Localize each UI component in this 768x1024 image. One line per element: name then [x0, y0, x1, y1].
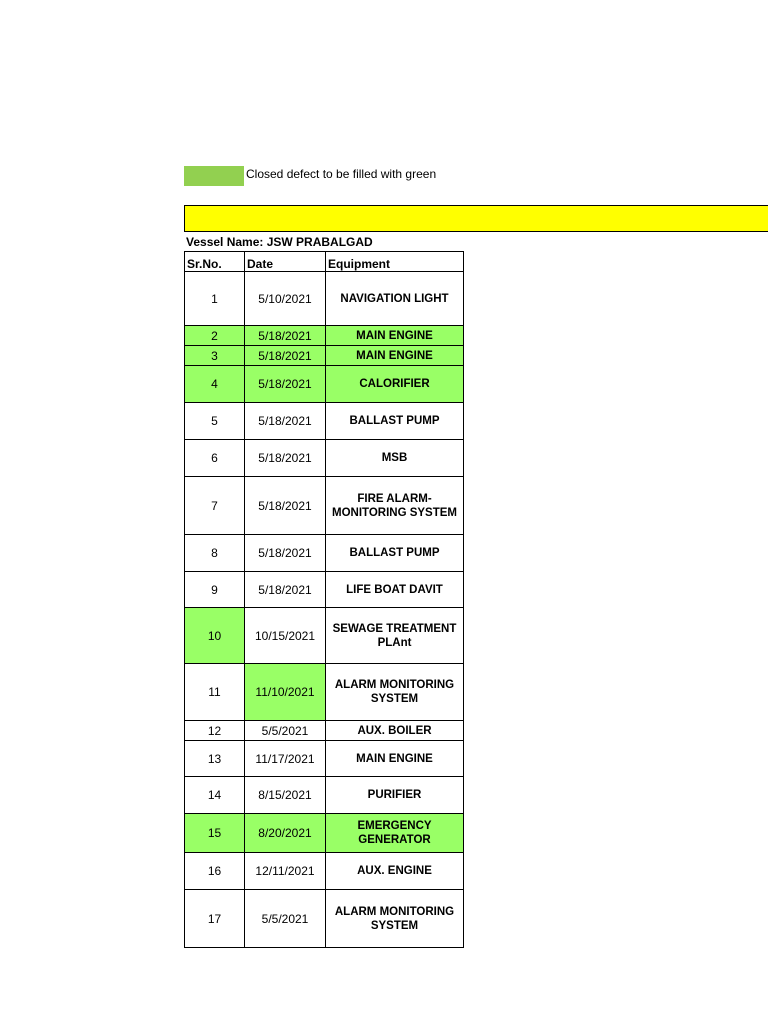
- cell-srno: 7: [185, 477, 245, 535]
- equipment-line: FIRE ALARM-: [357, 492, 432, 505]
- equipment-line: ALARM MONITORING: [334, 679, 455, 691]
- cell-date: 5/10/2021: [245, 272, 326, 326]
- cell-date: 5/5/2021: [245, 890, 326, 948]
- cell-date: 5/18/2021: [245, 346, 326, 366]
- cell-equipment: AUX. ENGINE: [326, 853, 464, 890]
- legend-text: Closed defect to be filled with green: [246, 167, 437, 181]
- yellow-band-border: [184, 205, 185, 232]
- cell-srno: 10: [185, 608, 245, 664]
- cell-date: 5/18/2021: [245, 572, 326, 608]
- table-row: [185, 741, 464, 777]
- equipment-line: SYSTEM: [370, 693, 419, 705]
- cell-date: 11/17/2021: [245, 741, 326, 777]
- table-row: [185, 477, 464, 535]
- cell-srno: 4: [185, 366, 245, 403]
- cell-srno: 13: [185, 741, 245, 777]
- vessel-name: Vessel Name: JSW PRABALGAD: [186, 235, 373, 249]
- cell-equipment: LIFE BOAT DAVIT: [326, 572, 464, 608]
- cell-equipment: [326, 814, 464, 853]
- column-header-date: Date: [245, 252, 326, 272]
- cell-equipment: MAIN ENGINE: [326, 346, 464, 366]
- cell-equipment: [326, 608, 464, 664]
- table-row: [185, 890, 464, 948]
- cell-equipment: [326, 664, 464, 721]
- table-row: [185, 535, 464, 572]
- equipment-line: EMERGENCY: [357, 820, 432, 832]
- table-row: [185, 777, 464, 814]
- cell-date: 5/18/2021: [245, 440, 326, 477]
- cell-srno: 9: [185, 572, 245, 608]
- cell-srno: 15: [185, 814, 245, 853]
- cell-srno: 1: [185, 272, 245, 326]
- cell-srno: 5: [185, 403, 245, 440]
- cell-equipment: [326, 477, 464, 535]
- cell-date: 5/18/2021: [245, 326, 326, 346]
- cell-srno: 6: [185, 440, 245, 477]
- cell-srno: 14: [185, 777, 245, 814]
- column-header-equipment: Equipment: [326, 252, 464, 272]
- cell-equipment: CALORIFIER: [326, 366, 464, 403]
- cell-date: 5/5/2021: [245, 721, 326, 741]
- cell-date: 5/18/2021: [245, 535, 326, 572]
- table-row: [185, 403, 464, 440]
- equipment-line: ALARM MONITORING: [334, 905, 455, 918]
- column-header-srno: Sr.No.: [185, 252, 245, 272]
- equipment-line: PLAnt: [377, 636, 412, 649]
- table-row: [185, 721, 464, 741]
- table-header-row: [185, 252, 464, 272]
- cell-srno: 3: [185, 346, 245, 366]
- cell-equipment: MSB: [326, 440, 464, 477]
- cell-date: 5/18/2021: [245, 403, 326, 440]
- equipment-line: SYSTEM: [370, 919, 419, 932]
- cell-date: 12/11/2021: [245, 853, 326, 890]
- cell-srno: 8: [185, 535, 245, 572]
- cell-srno: 17: [185, 890, 245, 948]
- table-row: [185, 326, 464, 346]
- cell-srno: 12: [185, 721, 245, 741]
- table-row: [185, 272, 464, 326]
- cell-date: 8/20/2021: [245, 814, 326, 853]
- cell-equipment: PURIFIER: [326, 777, 464, 814]
- cell-date: 5/18/2021: [245, 477, 326, 535]
- cell-equipment: MAIN ENGINE: [326, 741, 464, 777]
- table-row: [185, 346, 464, 366]
- cell-equipment: NAVIGATION LIGHT: [326, 272, 464, 326]
- equipment-line: MONITORING SYSTEM: [331, 506, 458, 519]
- cell-date: 8/15/2021: [245, 777, 326, 814]
- legend-green-swatch: [184, 166, 244, 186]
- cell-date: 5/18/2021: [245, 366, 326, 403]
- table-row: [185, 814, 464, 853]
- cell-equipment: BALLAST PUMP: [326, 403, 464, 440]
- cell-srno: 2: [185, 326, 245, 346]
- cell-date: 11/10/2021: [245, 664, 326, 721]
- equipment-line: GENERATOR: [358, 834, 431, 846]
- defect-table: [184, 251, 464, 948]
- cell-srno: 16: [185, 853, 245, 890]
- table-row: [185, 608, 464, 664]
- cell-equipment: MAIN ENGINE: [326, 326, 464, 346]
- table-row: [185, 440, 464, 477]
- cell-date: 10/15/2021: [245, 608, 326, 664]
- table-row: [185, 572, 464, 608]
- table-row: [185, 664, 464, 721]
- yellow-title-band: [184, 205, 768, 232]
- cell-equipment: AUX. BOILER: [326, 721, 464, 741]
- table-row: [185, 366, 464, 403]
- equipment-line: SEWAGE TREATMENT: [332, 622, 457, 635]
- cell-equipment: [326, 890, 464, 948]
- cell-srno: 11: [185, 664, 245, 721]
- cell-equipment: BALLAST PUMP: [326, 535, 464, 572]
- table-row: [185, 853, 464, 890]
